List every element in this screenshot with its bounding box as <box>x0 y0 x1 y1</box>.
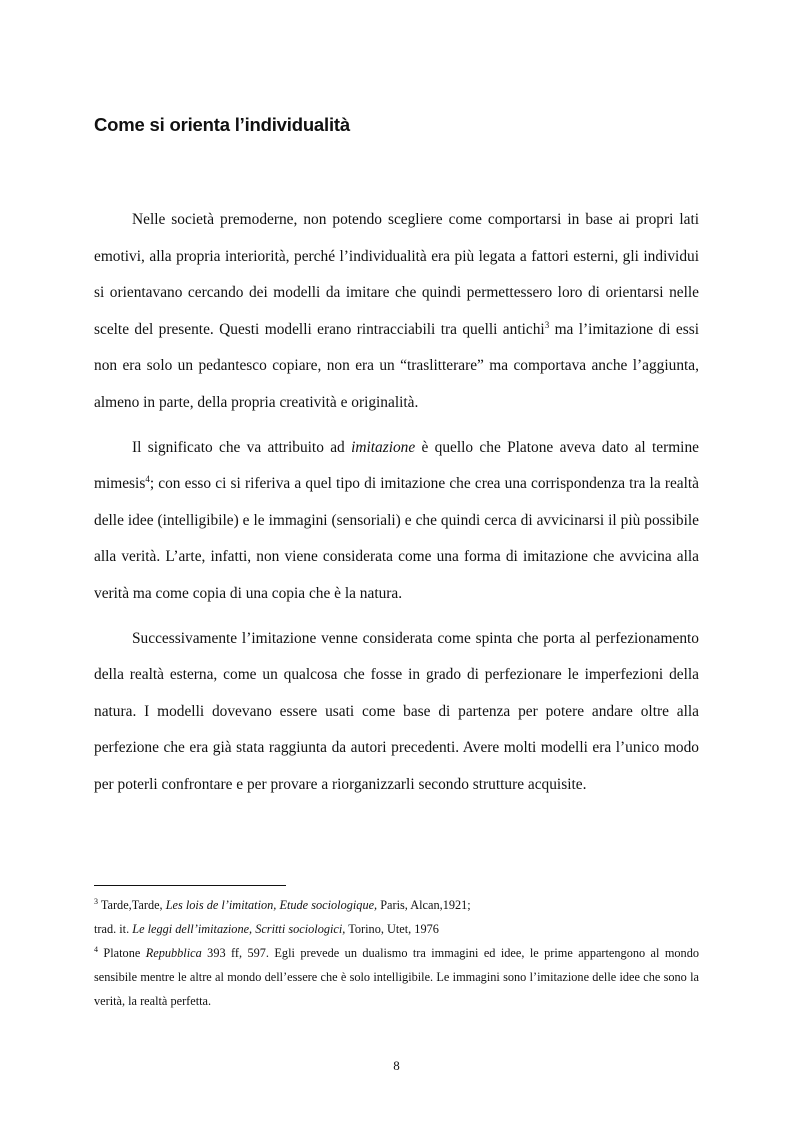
paragraph-2-text-b: è quello che Platone aveva dato al termine mimesis <box>94 438 699 493</box>
footnote-3-author: Tarde,Tarde, <box>98 898 166 912</box>
body-text <box>94 202 699 812</box>
footnote-3-translation <box>94 917 699 941</box>
footnote-4 <box>94 941 699 1013</box>
footnote-4-mark: 4 <box>94 945 98 954</box>
footnote-3-trans-prefix: trad. it. <box>94 922 133 936</box>
paragraph-2-text-c: ; con esso ci si riferiva a quel tipo di imitazione che crea una corrispondenza tra la realtà delle idee (intelligibile) e le immagini (sensoriali) e che quindi cerca di avvicinarsi il più possibile alla verità. L’arte, infatti, non viene considerata come una forma di imitazione che avvicina alla verità ma come copia di una copia che è la natura. <box>94 475 699 602</box>
paragraph-1-text-a: Nelle società premoderne, non potendo scegliere come comportarsi in base ai propri lati emotivi, alla propria interiorità, perché l’individualità era più legata a fattori esterni, gli individui si orientavano cercando dei modelli da imitare che quindi permettessero loro di orientarsi nelle scelte del presente. Questi modelli erano rintracciabili tra quelli antichi <box>94 211 699 338</box>
footnote-3-publisher: Paris, Alcan,1921; <box>377 898 471 912</box>
footnote-3-trans-title: Le leggi dell’imitazione, Scritti sociologici, <box>132 922 346 936</box>
footnote-ref-4: 4 <box>145 474 150 485</box>
section-heading: Come si orienta l’individualità <box>94 114 350 135</box>
footnote-separator <box>94 885 286 886</box>
paragraph-2-emphasis: imitazione <box>351 438 416 456</box>
footnote-4-author: Platone <box>98 946 146 960</box>
footnote-ref-3: 3 <box>544 319 550 330</box>
footnote-3-title: Les lois de l’imitation, Etude sociologique, <box>165 898 378 912</box>
paragraph-1-text-b: ma l’imitazione di essi non era solo un pedantesco copiare, non era un “traslitterare” ma comportava anche l’aggiunta, almeno in parte, della propria creatività e originalità. <box>94 320 699 411</box>
footnotes <box>94 893 699 1013</box>
paragraph-1 <box>94 202 699 422</box>
paragraph-2 <box>94 430 699 613</box>
paragraph-2-text-a: Il significato che va attribuito ad <box>132 438 352 456</box>
footnote-3-mark: 3 <box>94 897 98 906</box>
page-number: 8 <box>393 1058 400 1073</box>
paragraph-3 <box>94 621 699 804</box>
footnote-3-trans-publisher: Torino, Utet, 1976 <box>345 922 439 936</box>
footnote-4-text: 393 ff, 597. Egli prevede un dualismo tra immagini ed idee, le prime appartengono al mondo sensibile mentre le altre al mondo dell’essere che è solo intelligibile. Le immagini sono l’imitazione delle idee che sono la verità, la realtà perfetta. <box>94 946 700 1008</box>
footnote-4-title: Repubblica <box>145 946 202 960</box>
paragraph-3-text: Successivamente l’imitazione venne considerata come spinta che porta al perfezionamento della realtà esterna, come un qualcosa che fosse in grado di perfezionare le imperfezioni della natura. I modelli dovevano essere usati come base di partenza per potere andare oltre alla perfezione che era già stata raggiunta da autori precedenti. Avere molti modelli era l’unico modo per poterli confrontare e per provare a riorganizzarli secondo strutture acquisite. <box>94 629 699 793</box>
footnote-3 <box>94 893 699 917</box>
